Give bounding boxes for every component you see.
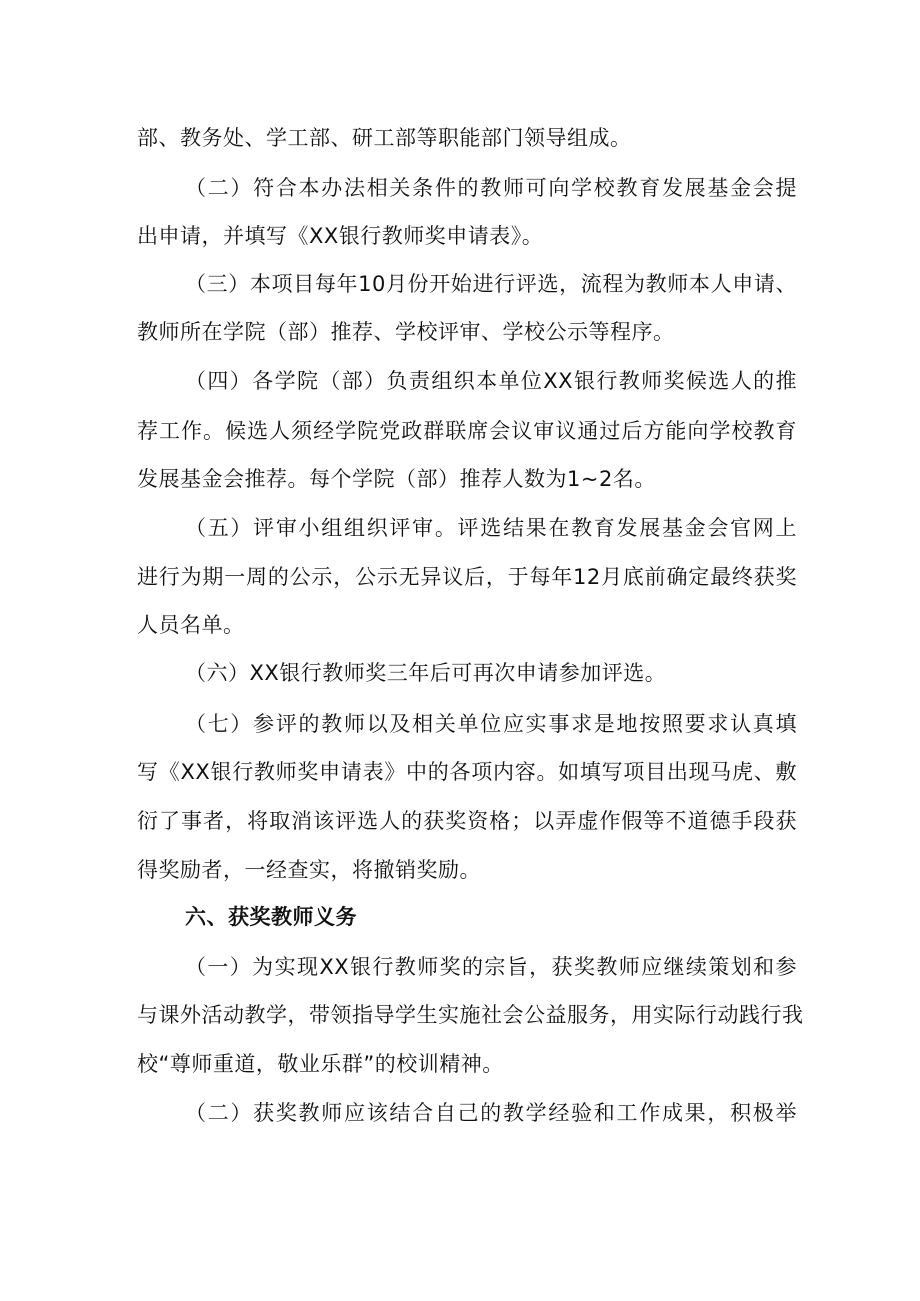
paragraph-line: （二）获奖教师应该结合自己的教学经验和工作成果，积极举 — [185, 1101, 797, 1125]
paragraph-line: 写《XX银行教师奖申请表》中的各项内容。如填写项目出现马虎、敷 — [137, 760, 797, 784]
paragraph-line: （五）评审小组组织评审。评选结果在教育发展基金会官网上 — [185, 516, 797, 540]
paragraph-line: （四）各学院（部）负责组织本单位XX银行教师奖候选人的推 — [185, 369, 797, 393]
paragraph-line: 出申请，并填写《XX银行教师奖申请表》。 — [137, 224, 544, 248]
paragraph-line: 发展基金会推荐。每个学院（部）推荐人数为1~2名。 — [137, 467, 656, 491]
paragraph-line: 人员名单。 — [137, 613, 245, 637]
paragraph-line: （三）本项目每年10月份开始进行评选，流程为教师本人申请、 — [185, 272, 797, 296]
section-heading: 六、获奖教师义务 — [185, 905, 357, 929]
paragraph-line: 衍了事者，将取消该评选人的获奖资格；以弄虚作假等不道德手段获 — [137, 809, 797, 833]
paragraph-line: 教师所在学院（部）推荐、学校评审、学校公示等程序。 — [137, 320, 675, 344]
paragraph-line: 部、教务处、学工部、研工部等职能部门领导组成。 — [137, 126, 632, 150]
paragraph-line: 与课外活动教学，带领指导学生实施社会公益服务，用实际行动践行我 — [137, 1003, 804, 1027]
paragraph-line: 荐工作。候选人须经学院党政群联席会议审议通过后方能向学校教育 — [137, 419, 797, 443]
paragraph-line: 校“尊师重道，敬业乐群”的校训精神。 — [137, 1052, 504, 1076]
paragraph-line: 进行为期一周的公示，公示无异议后，于每年12月底前确定最终获奖 — [137, 565, 797, 589]
paragraph-line: （六）XX银行教师奖三年后可再次申请参加评选。 — [185, 661, 667, 685]
paragraph-line: 得奖励者，一经查实，将撤销奖励。 — [137, 858, 481, 882]
paragraph-line: （七）参评的教师以及相关单位应实事求是地按照要求认真填 — [185, 712, 797, 736]
paragraph-line: （一）为实现XX银行教师奖的宗旨，获奖教师应继续策划和参 — [185, 955, 797, 979]
paragraph-line: （二）符合本办法相关条件的教师可向学校教育发展基金会提 — [185, 176, 797, 200]
